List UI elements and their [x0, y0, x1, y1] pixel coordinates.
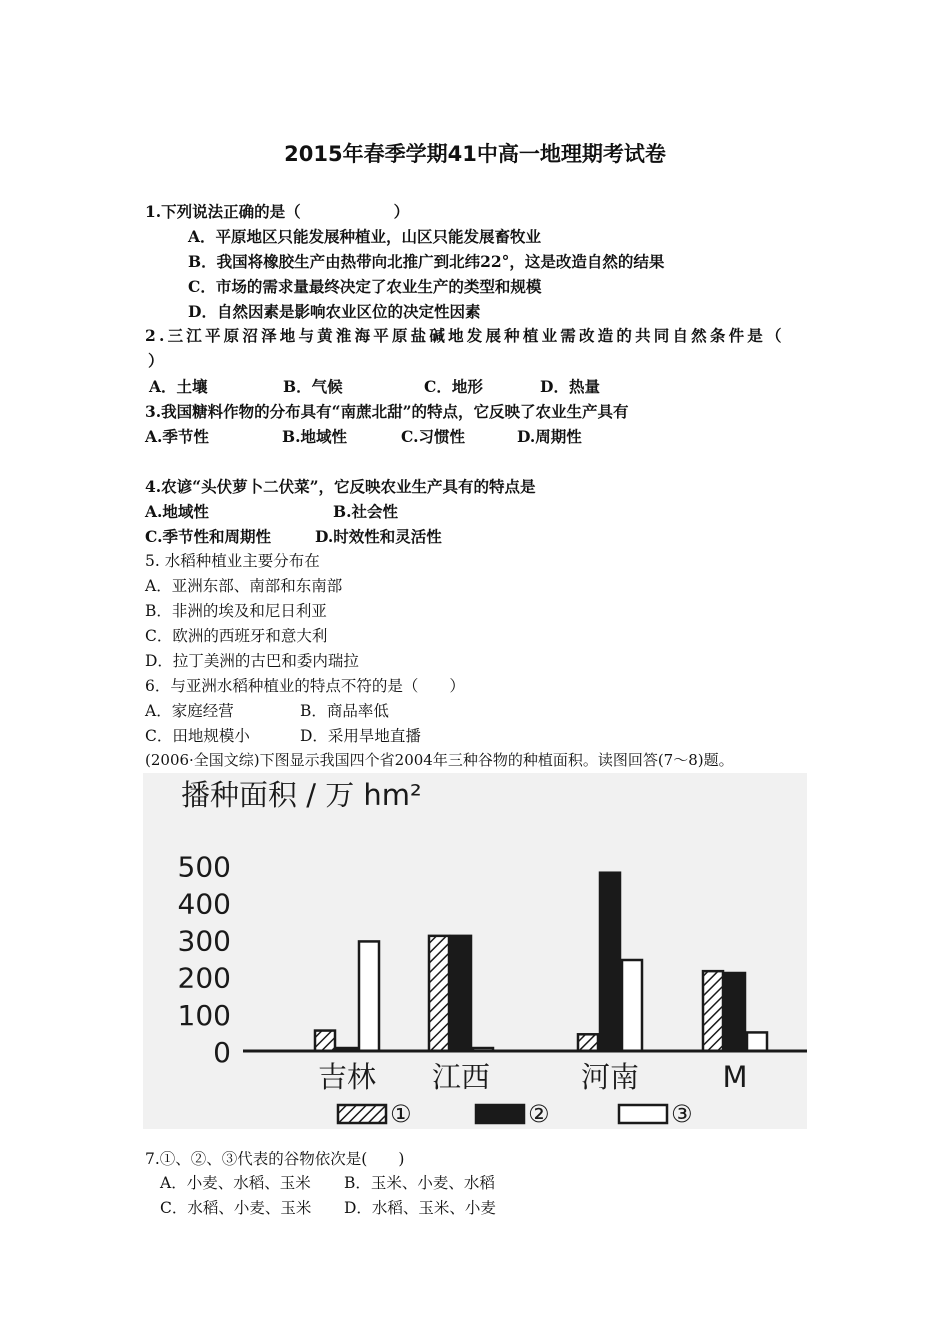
bar-河南-series-1 [578, 1034, 598, 1051]
legend-label-2: ② [528, 1100, 550, 1128]
q4-stem: 4.农谚“头伏萝卜二伏菜”，它反映农业生产具有的特点是 [145, 477, 536, 496]
q4-option-d: D.时效性和灵活性 [315, 527, 442, 546]
q2-option-b: B．气候 [283, 377, 343, 396]
bar-M-series-1 [703, 971, 723, 1051]
y-tick-label: 100 [177, 998, 231, 1032]
q5-option-c: C．欧洲的西班牙和意大利 [145, 627, 328, 645]
q7-option-a: A．小麦、水稻、玉米 [160, 1174, 311, 1192]
q4-option-b: B.社会性 [333, 502, 398, 521]
y-axis-title: 播种面积 / 万 hm² [181, 778, 422, 812]
q6-option-d: D．采用旱地直播 [300, 727, 421, 745]
q6-option-b: B．商品率低 [300, 702, 389, 720]
q1-stem: 1.下列说法正确的是（ ） [145, 202, 410, 221]
q2-stem: 2.三江平原沼泽地与黄淮海平原盐碱地发展种植业需改造的共同自然条件是（ [145, 326, 785, 345]
chart-svg [143, 773, 807, 1129]
q2-option-d: D．热量 [540, 377, 600, 396]
q4-option-c: C.季节性和周期性 [145, 527, 271, 546]
x-category-label: 吉林 [317, 1060, 377, 1094]
q2-stem-end: ） [148, 351, 164, 370]
x-category-label: M [722, 1060, 748, 1094]
legend-swatch-2 [476, 1105, 524, 1123]
q5-option-a: A．亚洲东部、南部和东南部 [145, 577, 343, 595]
q1-option-a: A．平原地区只能发展种植业，山区只能发展畜牧业 [188, 227, 542, 246]
q5-option-b: B．非洲的埃及和尼日利亚 [145, 602, 327, 620]
q1-option-d: D．自然因素是影响农业区位的决定性因素 [188, 302, 481, 321]
bar-江西-series-2 [451, 936, 471, 1051]
q6-stem: 6．与亚洲水稻种植业的特点不符的是（ ） [145, 677, 465, 695]
q2-option-c: C．地形 [424, 377, 483, 396]
bar-江西-series-1 [429, 936, 449, 1051]
y-tick-label: 500 [177, 850, 231, 884]
q3-option-c: C.习惯性 [401, 427, 465, 446]
bar-吉林-series-3 [359, 941, 379, 1051]
q5-option-d: D．拉丁美洲的古巴和委内瑞拉 [145, 652, 359, 670]
bar-河南-series-3 [622, 960, 642, 1051]
x-category-label: 江西 [431, 1060, 491, 1094]
q1-option-b: B．我国将橡胶生产由热带向北推广到北纬22°，这是改造自然的结果 [188, 252, 665, 271]
y-tick-label: 300 [177, 924, 231, 958]
q3-option-a: A.季节性 [145, 427, 209, 446]
q6-option-c: C．田地规模小 [145, 727, 250, 745]
bar-河南-series-2 [600, 873, 620, 1051]
legend-label-3: ③ [671, 1100, 693, 1128]
bar-M-series-3 [747, 1032, 767, 1051]
y-tick-label: 0 [213, 1036, 231, 1069]
bar-吉林-series-1 [315, 1031, 335, 1051]
page-title: 2015年春季学期41中高一地理期考试卷 [284, 142, 666, 166]
q7-option-c: C．水稻、小麦、玉米 [160, 1199, 312, 1217]
legend-swatch-3 [619, 1105, 667, 1123]
q3-option-b: B.地域性 [282, 427, 347, 446]
y-tick-label: 200 [177, 961, 231, 995]
legend-label-1: ① [390, 1100, 412, 1128]
grain-area-chart [143, 773, 807, 1129]
q3-stem: 3.我国糖料作物的分布具有“南蔗北甜”的特点，它反映了农业生产具有 [145, 402, 629, 421]
chart-intro: (2006·全国文综)下图显示我国四个省2004年三种谷物的种植面积。读图回答(7～8)题。 [145, 751, 734, 769]
q7-option-b: B．玉米、小麦、水稻 [344, 1174, 495, 1192]
q7-stem: 7.①、②、③代表的谷物依次是( ) [145, 1150, 405, 1168]
q3-option-d: D.周期性 [517, 427, 582, 446]
q4-option-a: A.地域性 [145, 502, 209, 521]
legend-swatch-1 [338, 1105, 386, 1123]
q1-option-c: C．市场的需求量最终决定了农业生产的类型和规模 [188, 277, 542, 296]
q5-stem: 5. 水稻种植业主要分布在 [145, 552, 320, 570]
y-tick-label: 400 [177, 887, 231, 921]
q2-option-a: A．土壤 [149, 377, 208, 396]
x-category-label: 河南 [580, 1060, 640, 1094]
q7-option-d: D．水稻、玉米、小麦 [344, 1199, 496, 1217]
bar-M-series-2 [725, 973, 745, 1051]
q6-option-a: A．家庭经营 [145, 702, 234, 720]
